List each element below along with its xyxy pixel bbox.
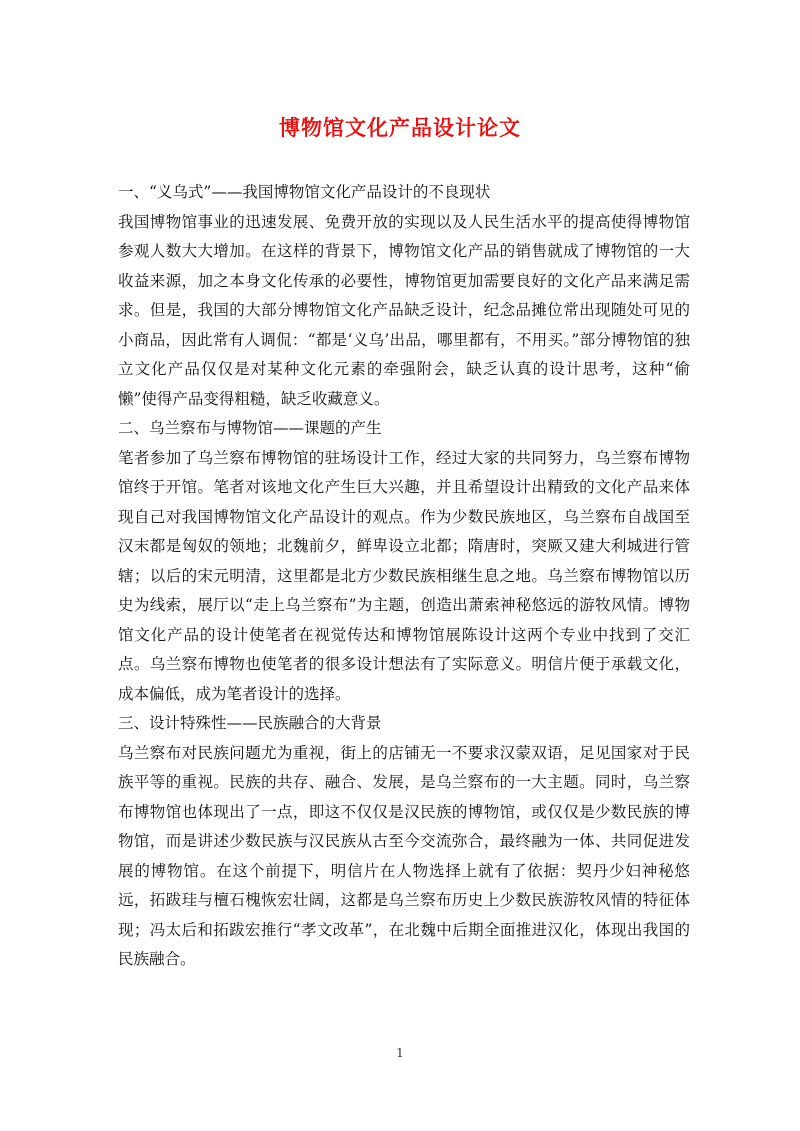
page-number: 1 — [396, 1046, 404, 1060]
document-body — [118, 178, 690, 975]
section-heading: 二、乌兰察布与博物馆——课题的产生 — [118, 419, 382, 437]
section-paragraph: 我国博物馆事业的迅速发展、免费开放的实现以及人民生活水平的提高使得博物馆参观人数大大增加。在这样的背景下，博物馆文化产品的销售就成了博物馆的一大收益来源，加之本身文化传承的必要性，博物馆更加需要良好的文化产品来满足需求。但是，我国的大部分博物馆文化产品缺乏设计，纪念品摊位常出现随处可见的小商品，因此常有人调侃：“都是‘义乌’出品，哪里都有，不用买。”部分博物馆的独立文化产品仅仅是对某种文化元素的牵强附会，缺乏认真的设计思考，这种“偷懒”使得产品变得粗糙，缺乏收藏意义。 — [118, 212, 690, 408]
section-paragraph: 笔者参加了乌兰察布博物馆的驻场设计工作，经过大家的共同努力，乌兰察布博物馆终于开馆。笔者对该地文化产生巨大兴趣，并且希望设计出精致的文化产品来体现自己对我国博物馆文化产品设计的观点。作为少数民族地区，乌兰察布自战国至汉末都是匈奴的领地；北魏前夕，鲜卑设立北都；隋唐时，突厥又建大利城进行管辖；以后的宋元明清，这里都是北方少数民族相继生息之地。乌兰察布博物馆以历史为线索，展厅以“走上乌兰察布”为主题，创造出萧索神秘悠远的游牧风情。博物馆文化产品的设计使笔者在视觉传达和博物馆展陈设计这两个专业中找到了交汇点。乌兰察布博物也使笔者的很多设计想法有了实际意义。明信片便于承载文化，成本偏低，成为笔者设计的选择。 — [118, 448, 690, 703]
section-paragraph: 乌兰察布对民族问题尤为重视，街上的店铺无一不要求汉蒙双语，足见国家对于民族平等的重视。民族的共存、融合、发展，是乌兰察布的一大主题。同时，乌兰察布博物馆也体现出了一点，即这不仅仅是汉民族的博物馆，或仅仅是少数民族的博物馆，而是讲述少数民族与汉民族从古至今交流弥合，最终融为一体、共同促进发展的博物馆。在这个前提下，明信片在人物选择上就有了依据：契丹少妇神秘悠远，拓跋珪与檀石槐恢宏壮阔，这都是乌兰察布历史上少数民族游牧风情的特征体现；冯太后和拓跋宏推行“孝文改革”，在北魏中后期全面推进汉化，体现出我国的民族融合。 — [118, 743, 690, 968]
section-heading: 三、设计特殊性——民族融合的大背景 — [118, 714, 382, 732]
document-title: 博物馆文化产品设计论文 — [279, 115, 521, 140]
section-heading: 一、“义乌式”——我国博物馆文化产品设计的不良现状 — [118, 183, 491, 201]
